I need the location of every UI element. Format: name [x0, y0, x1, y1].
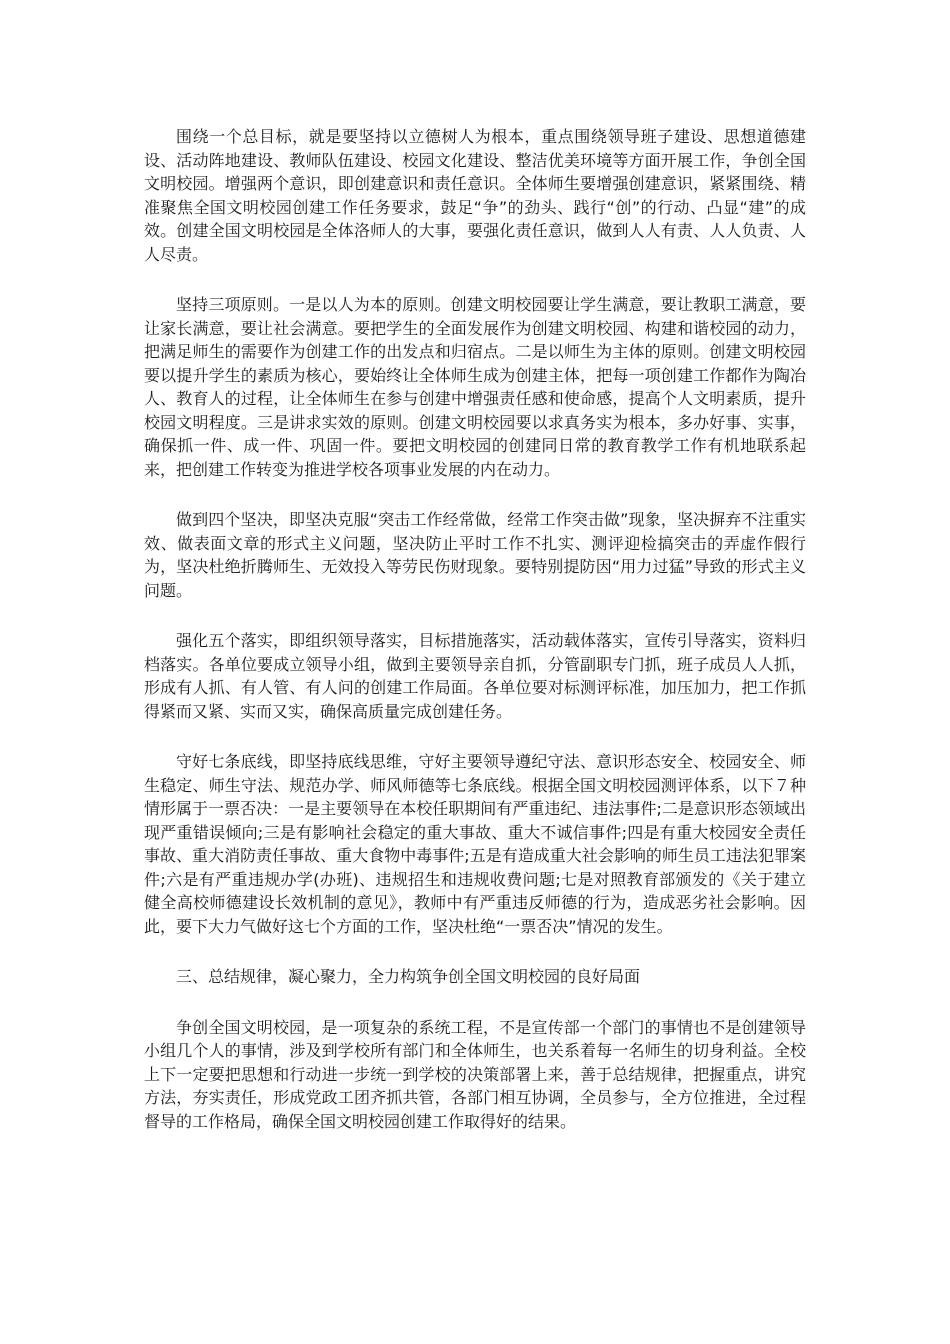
document-body [144, 125, 806, 1160]
paragraph-seven-bottom-lines: 守好七条底线，即坚持底线思维，守好主要领导遵纪守法、意识形态安全、校园安全、师生稳定、师生守法、规范办学、师风师德等七条底线。根据全国文明校园测评体系，以下７种情形属于一票否决：一是主要领导在本校任职期间有严重违纪、违法事件;二是意识形态领域出现严重错误倾向;三是有影响社会稳定的重大事故、重大不诚信事件;四是有重大校园安全责任事故、重大消防责任事故、重大食物中毒事件;五是有造成重大社会影响的师生员工违法犯罪案件;六是有严重违规办学(办班)、违规招生和违规收费问题;七是对照教育部颁发的《关于建立健全高校师德建设长效机制的意见》，教师中有严重违反师德的行为，造成恶劣社会影响。因此，要下大力气做好这七个方面的工作，坚决杜绝“一票否决”情况的发生。 [144, 752, 806, 936]
paragraph-five-implementations: 强化五个落实，即组织领导落实，目标措施落实，活动载体落实，宣传引导落实，资料归档落实。各单位要成立领导小组，做到主要领导亲自抓，分管副职专门抓，班子成员人人抓，形成有人抓、有人管、有人问的创建工作局面。各单位要对标测评标准，加压加力，把工作抓得紧而又紧、实而又实，确保高质量完成创建任务。 [144, 631, 806, 721]
section-heading: 三、总结规律，凝心聚力，全力构筑争创全国文明校园的良好局面 [176, 967, 641, 986]
paragraph-overall-goal: 围绕一个总目标，就是要坚持以立德树人为根本，重点围绕领导班子建设、思想道德建设、活动阵地建设、教师队伍建设、校园文化建设、整洁优美环境等方面开展工作，争创全国文明校园。增强两个意识，即创建意识和责任意识。全体师生要增强创建意识，紧紧围绕、精准聚焦全国文明校园创建工作任务要求，鼓足“争”的劲头、践行“创”的行动、凸显“建”的成效。创建全国文明校园是全体洛师人的大事，要强化责任意识，做到人人有责、人人负责、人人尽责。 [144, 127, 806, 264]
paragraph-three-principles: 坚持三项原则。一是以人为本的原则。创建文明校园要让学生满意，要让教职工满意，要让家长满意，要让社会满意。要把学生的全面发展作为创建文明校园、构建和谐校园的动力，把满足师生的需要作为创建工作的出发点和归宿点。二是以师生为主体的原则。创建文明校园要以提升学生的素质为核心，要始终让全体师生成为创建主体，把每一项创建工作都作为陶冶人、教育人的过程，让全体师生在参与创建中增强责任感和使命感，提高个人文明素质，提升校园文明程度。三是讲求实效的原则。创建文明校园要以求真务实为根本，多办好事、实事，确保抓一件、成一件、巩固一件。要把文明校园的创建同日常的教育教学工作有机地联系起来，把创建工作转变为推进学校各项事业发展的内在动力。 [144, 295, 806, 479]
paragraph-conclusion: 争创全国文明校园，是一项复杂的系统工程，不是宣传部一个部门的事情也不是创建领导小组几个人的事情，涉及到学校所有部门和全体师生，也关系着每一名师生的切身利益。全校上下一定要把思想和行动进一步统一到学校的决策部署上来，善于总结规律，把握重点，讲究方法，夯实责任，形成党政工团齐抓共管，各部门相互协调，全员参与，全方位推进，全过程督导的工作格局，确保全国文明校园创建工作取得好的结果。 [144, 1017, 806, 1131]
paragraph-four-resolutions: 做到四个坚决，即坚决克服“突击工作经常做，经常工作突击做”现象，坚决摒弃不注重实效、做表面文章的形式主义问题，坚决防止平时工作不扎实、测评迎检搞突击的弄虚作假行为，坚决杜绝折腾师生、无效投入等劳民伤财现象。要特别提防因“用力过猛”导致的形式主义问题。 [144, 510, 806, 600]
